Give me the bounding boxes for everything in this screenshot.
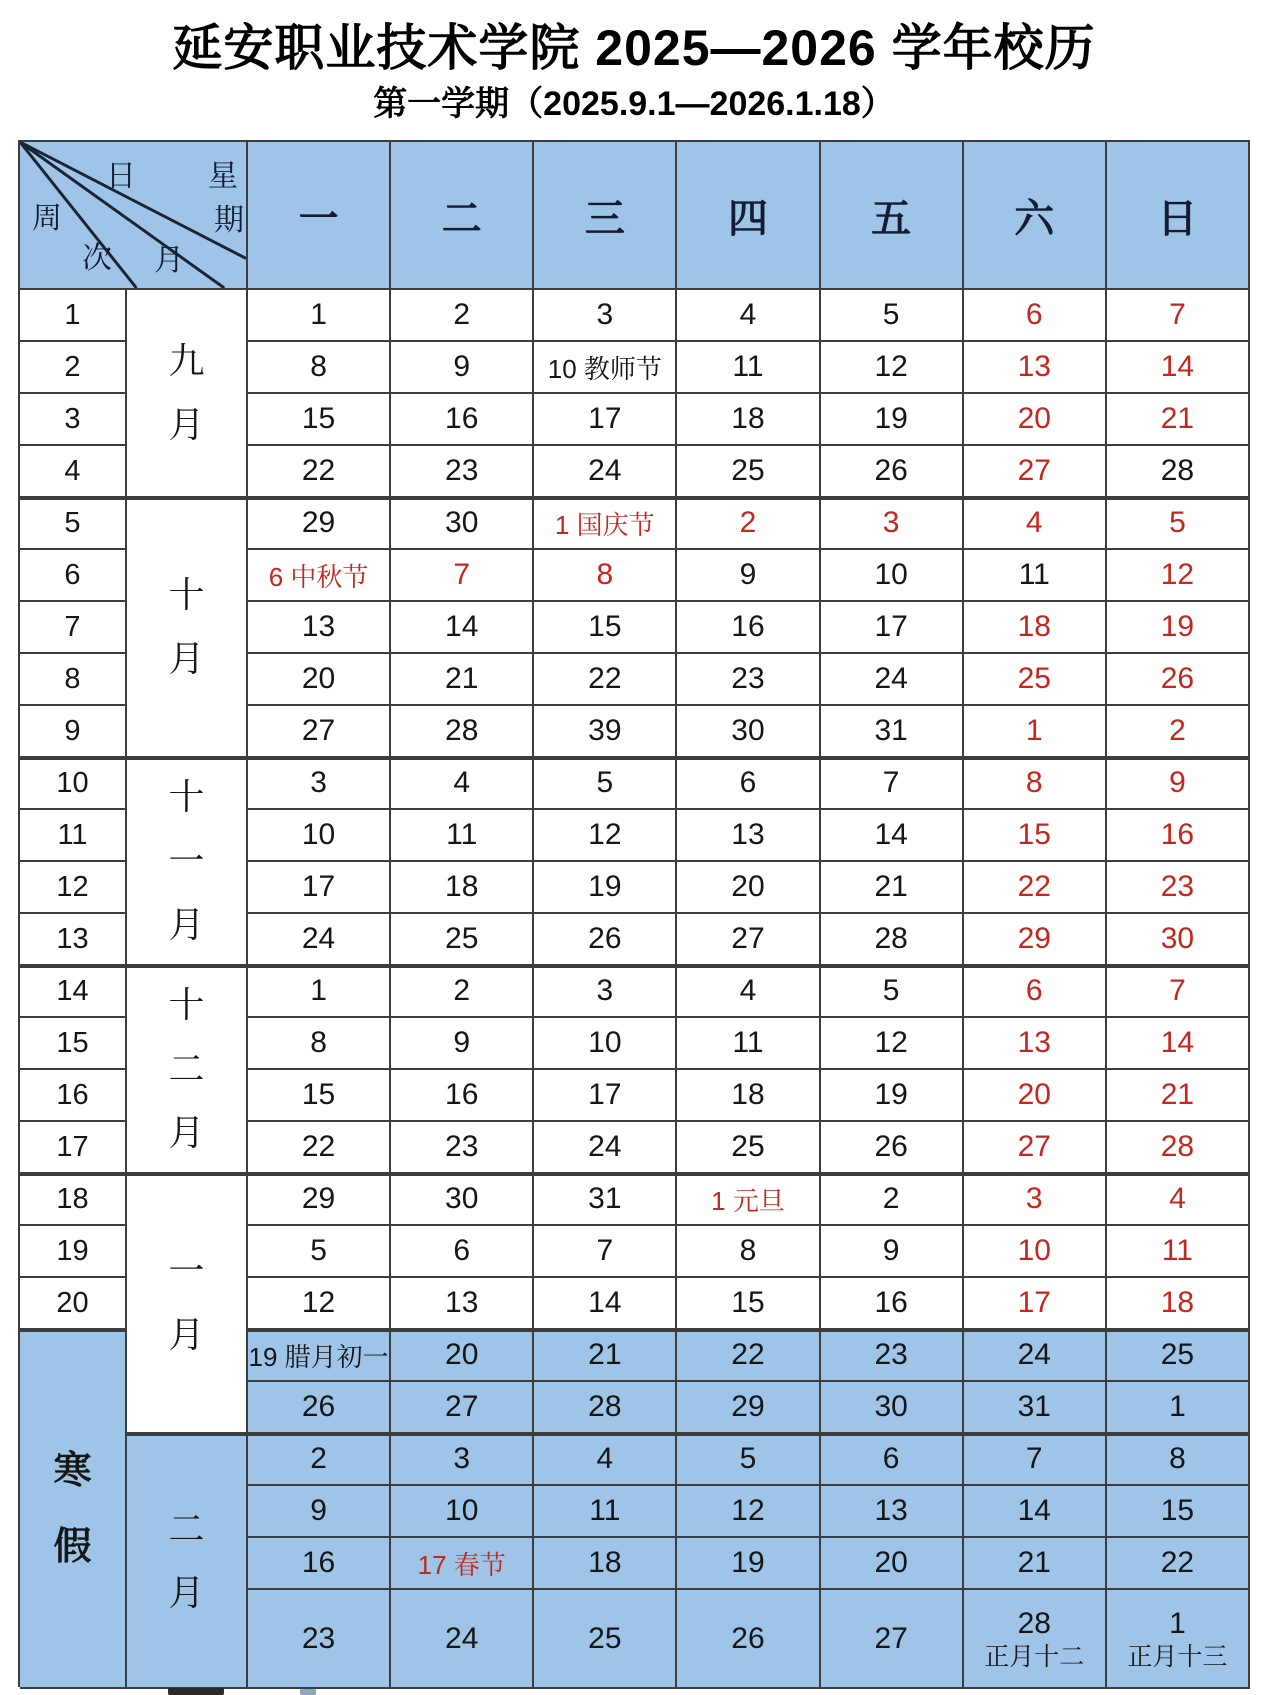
date-cell: 28 [821, 914, 964, 966]
date-cell: 8 [1107, 1434, 1250, 1486]
date-cell: 9 [821, 1226, 964, 1278]
date-cell: 6 [964, 290, 1107, 342]
date-cell: 24 [534, 446, 677, 498]
date-cell: 1 国庆节 [534, 498, 677, 550]
vacation-char: 假 [53, 1525, 92, 1568]
date-cell: 10 [391, 1486, 534, 1538]
date-cell: 12 [248, 1278, 391, 1330]
date-cell: 16 [391, 394, 534, 446]
week-number-cell: 18 [20, 1174, 127, 1226]
month-char: 月 [168, 1571, 205, 1613]
date-cell: 6 [677, 758, 820, 810]
date-cell: 22 [677, 1330, 820, 1382]
date-cell: 22 [964, 862, 1107, 914]
month-cell [127, 758, 248, 966]
date-cell: 18 [964, 602, 1107, 654]
date-cell: 29 [677, 1382, 820, 1434]
date-cell: 14 [534, 1278, 677, 1330]
weekday-header-1: 一 [248, 142, 391, 290]
month-char: 月 [168, 904, 205, 945]
month-char: 十 [168, 776, 205, 817]
date-cell: 29 [248, 498, 391, 550]
date-cell: 11 [964, 550, 1107, 602]
date-cell: 18 [391, 862, 534, 914]
date-cell: 31 [821, 706, 964, 758]
date-cell: 10 [248, 810, 391, 862]
date-cell: 17 春节 [391, 1538, 534, 1590]
date-cell: 16 [677, 602, 820, 654]
month-cell [127, 1174, 248, 1434]
corner-label-ci: 次 [82, 242, 112, 275]
date-cell: 10 [821, 550, 964, 602]
vacation-char: 寒 [53, 1449, 92, 1492]
page-title: 延安职业技术学院 2025—2026 学年校历 [172, 20, 1096, 76]
date-cell: 26 [821, 446, 964, 498]
date-cell: 39 [534, 706, 677, 758]
date-cell: 5 [248, 1226, 391, 1278]
month-cell [127, 1434, 248, 1689]
month-char: 月 [168, 1314, 205, 1355]
date-cell: 22 [248, 1122, 391, 1174]
week-number-cell: 7 [20, 602, 127, 654]
date-cell: 24 [964, 1330, 1107, 1382]
date-cell: 7 [964, 1434, 1107, 1486]
date-cell: 6 [964, 966, 1107, 1018]
date-cell: 28 [1107, 446, 1250, 498]
date-cell: 28 [1107, 1122, 1250, 1174]
date-cell: 6 [821, 1434, 964, 1486]
week-number-cell: 10 [20, 758, 127, 810]
date-cell: 24 [821, 654, 964, 706]
date-cell: 4 [391, 758, 534, 810]
date-cell: 7 [391, 550, 534, 602]
date-cell: 23 [248, 1590, 391, 1689]
date-cell: 19 [534, 862, 677, 914]
date-cell: 29 [964, 914, 1107, 966]
date-cell: 8 [248, 342, 391, 394]
date-cell: 18 [677, 394, 820, 446]
weekday-header-4: 四 [677, 142, 820, 290]
date-cell: 24 [534, 1122, 677, 1174]
date-cell: 20 [964, 394, 1107, 446]
date-cell: 27 [677, 914, 820, 966]
date-cell: 5 [534, 758, 677, 810]
date-cell: 25 [677, 1122, 820, 1174]
date-cell: 28 [391, 706, 534, 758]
date-cell: 5 [1107, 498, 1250, 550]
week-number-cell: 5 [20, 498, 127, 550]
winter-vacation-cell [20, 1330, 127, 1689]
month-char: 十 [168, 574, 205, 615]
date-cell: 3 [534, 966, 677, 1018]
corner-label-zhou: 周 [32, 202, 62, 235]
date-cell: 13 [391, 1278, 534, 1330]
date-cell: 13 [248, 602, 391, 654]
date-cell: 19 [1107, 602, 1250, 654]
week-number-cell: 14 [20, 966, 127, 1018]
date-cell: 27 [964, 446, 1107, 498]
date-cell: 18 [677, 1070, 820, 1122]
date-cell: 11 [391, 810, 534, 862]
date-cell: 1 [964, 706, 1107, 758]
date-cell: 22 [534, 654, 677, 706]
date-cell: 9 [248, 1486, 391, 1538]
date-cell: 9 [391, 1018, 534, 1070]
weekday-header-7: 日 [1107, 142, 1250, 290]
week-number-cell: 3 [20, 394, 127, 446]
date-cell: 15 [534, 602, 677, 654]
week-number-cell: 12 [20, 862, 127, 914]
date-cell: 2 [1107, 706, 1250, 758]
date-cell: 15 [964, 810, 1107, 862]
date-cell: 1 [1107, 1382, 1250, 1434]
date-cell: 17 [964, 1278, 1107, 1330]
month-cell [127, 290, 248, 498]
date-cell: 25 [964, 654, 1107, 706]
date-cell: 10 教师节 [534, 342, 677, 394]
date-cell: 2 [248, 1434, 391, 1486]
date-cell: 15 [248, 394, 391, 446]
date-cell: 12 [821, 1018, 964, 1070]
date-cell: 3 [821, 498, 964, 550]
date-cell: 26 [677, 1590, 820, 1689]
date-cell: 20 [248, 654, 391, 706]
date-cell: 25 [1107, 1330, 1250, 1382]
date-cell: 6 中秋节 [248, 550, 391, 602]
lunar-date-label: 正月十二 [984, 1642, 1085, 1671]
month-char: 九 [168, 340, 205, 381]
date-cell: 14 [821, 810, 964, 862]
date-cell: 2 [391, 290, 534, 342]
week-number-cell: 19 [20, 1226, 127, 1278]
date-cell: 10 [534, 1018, 677, 1070]
date-cell: 16 [1107, 810, 1250, 862]
date-cell: 3 [248, 758, 391, 810]
date-cell: 23 [391, 1122, 534, 1174]
date-cell: 26 [534, 914, 677, 966]
date-cell: 12 [677, 1486, 820, 1538]
corner-label-date: 日 [106, 160, 136, 193]
date-cell: 12 [1107, 550, 1250, 602]
week-number-cell: 6 [20, 550, 127, 602]
date-cell: 19 腊月初一 [248, 1330, 391, 1382]
date-cell: 24 [248, 914, 391, 966]
date-cell: 14 [964, 1486, 1107, 1538]
date-cell: 4 [677, 290, 820, 342]
date-cell: 10 [964, 1226, 1107, 1278]
date-cell: 19 [677, 1538, 820, 1590]
date-cell: 17 [248, 862, 391, 914]
month-char: 二 [168, 1507, 205, 1549]
date-cell: 12 [534, 810, 677, 862]
weekday-header-6: 六 [964, 142, 1107, 290]
date-cell: 5 [677, 1434, 820, 1486]
date-cell: 21 [534, 1330, 677, 1382]
corner-label-xing: 星 [208, 160, 238, 193]
date-cell: 15 [677, 1278, 820, 1330]
date-cell: 22 [248, 446, 391, 498]
date-cell: 16 [248, 1538, 391, 1590]
date-cell: 9 [677, 550, 820, 602]
week-number-cell: 4 [20, 446, 127, 498]
date-cell: 12 [821, 342, 964, 394]
date-cell: 7 [1107, 290, 1250, 342]
semester-subtitle: 第一学期（2025.9.1—2026.1.18） [373, 85, 895, 123]
corner-label-month: 月 [154, 244, 184, 277]
calendar-table [18, 140, 1250, 1687]
date-cell: 20 [391, 1330, 534, 1382]
date-cell: 27 [821, 1590, 964, 1689]
month-cell [127, 498, 248, 758]
week-number-cell: 1 [20, 290, 127, 342]
date-cell: 27 [248, 706, 391, 758]
date-cell: 13 [964, 1018, 1107, 1070]
date-cell: 23 [391, 446, 534, 498]
date-cell: 18 [534, 1538, 677, 1590]
week-number-cell: 15 [20, 1018, 127, 1070]
month-char: 十 [168, 984, 205, 1025]
date-cell: 17 [534, 1070, 677, 1122]
date-cell [964, 1590, 1107, 1689]
month-char: 一 [168, 840, 205, 881]
corner-header-cell [20, 142, 248, 290]
date-cell: 17 [534, 394, 677, 446]
month-char: 二 [168, 1048, 205, 1089]
date-cell: 17 [821, 602, 964, 654]
date-number: 1 [1169, 1606, 1186, 1640]
date-cell: 20 [964, 1070, 1107, 1122]
date-cell: 13 [677, 810, 820, 862]
date-cell: 6 [391, 1226, 534, 1278]
week-number-cell: 2 [20, 342, 127, 394]
date-cell: 13 [821, 1486, 964, 1538]
date-cell: 20 [821, 1538, 964, 1590]
date-cell: 14 [1107, 1018, 1250, 1070]
date-cell: 3 [391, 1434, 534, 1486]
date-cell: 21 [1107, 394, 1250, 446]
date-cell: 5 [821, 290, 964, 342]
month-char: 一 [168, 1250, 205, 1291]
date-cell: 29 [248, 1174, 391, 1226]
date-cell: 23 [677, 654, 820, 706]
date-cell: 2 [677, 498, 820, 550]
lunar-date-label: 正月十三 [1127, 1642, 1228, 1671]
date-cell: 9 [1107, 758, 1250, 810]
weekday-header-2: 二 [391, 142, 534, 290]
week-number-cell: 16 [20, 1070, 127, 1122]
date-cell: 15 [248, 1070, 391, 1122]
date-cell: 3 [964, 1174, 1107, 1226]
month-char: 月 [168, 404, 205, 445]
date-cell: 16 [391, 1070, 534, 1122]
date-cell: 15 [1107, 1486, 1250, 1538]
date-cell: 1 [248, 290, 391, 342]
date-with-lunar [984, 1606, 1084, 1672]
date-cell: 27 [964, 1122, 1107, 1174]
date-cell: 28 [534, 1382, 677, 1434]
date-cell: 8 [248, 1018, 391, 1070]
date-cell: 4 [964, 498, 1107, 550]
month-char: 月 [168, 638, 205, 679]
date-cell: 27 [391, 1382, 534, 1434]
date-cell: 14 [391, 602, 534, 654]
date-cell: 30 [677, 706, 820, 758]
week-number-cell: 8 [20, 654, 127, 706]
date-cell: 26 [1107, 654, 1250, 706]
date-cell: 7 [821, 758, 964, 810]
date-cell: 8 [677, 1226, 820, 1278]
date-cell: 21 [821, 862, 964, 914]
date-cell: 4 [677, 966, 820, 1018]
week-number-cell: 9 [20, 706, 127, 758]
date-cell: 11 [677, 342, 820, 394]
date-cell: 11 [534, 1486, 677, 1538]
date-number: 28 [1017, 1606, 1051, 1640]
date-cell: 23 [821, 1330, 964, 1382]
date-cell: 22 [1107, 1538, 1250, 1590]
date-cell: 7 [1107, 966, 1250, 1018]
week-number-cell: 20 [20, 1278, 127, 1330]
week-number-cell: 17 [20, 1122, 127, 1174]
date-cell: 13 [964, 342, 1107, 394]
date-cell: 30 [821, 1382, 964, 1434]
date-cell: 25 [677, 446, 820, 498]
date-cell: 2 [821, 1174, 964, 1226]
date-cell: 7 [534, 1226, 677, 1278]
date-cell: 21 [1107, 1070, 1250, 1122]
date-cell: 8 [534, 550, 677, 602]
date-cell [1107, 1590, 1250, 1689]
weekday-header-3: 三 [534, 142, 677, 290]
date-cell: 4 [1107, 1174, 1250, 1226]
date-cell: 25 [534, 1590, 677, 1689]
date-cell: 31 [964, 1382, 1107, 1434]
date-cell: 26 [248, 1382, 391, 1434]
date-cell: 26 [821, 1122, 964, 1174]
cut-off-text-fragment [168, 1688, 224, 1695]
date-cell: 30 [1107, 914, 1250, 966]
date-cell: 21 [964, 1538, 1107, 1590]
date-cell: 21 [391, 654, 534, 706]
date-cell: 4 [534, 1434, 677, 1486]
date-with-lunar [1127, 1606, 1227, 1672]
weekday-header-5: 五 [821, 142, 964, 290]
date-cell: 31 [534, 1174, 677, 1226]
week-number-cell: 13 [20, 914, 127, 966]
date-cell: 9 [391, 342, 534, 394]
cut-off-text-fragment [300, 1689, 316, 1695]
date-cell: 5 [821, 966, 964, 1018]
date-cell: 1 [248, 966, 391, 1018]
date-cell: 30 [391, 498, 534, 550]
date-cell: 25 [391, 914, 534, 966]
date-cell: 30 [391, 1174, 534, 1226]
date-cell: 11 [1107, 1226, 1250, 1278]
month-cell [127, 966, 248, 1174]
week-number-cell: 11 [20, 810, 127, 862]
date-cell: 20 [677, 862, 820, 914]
date-cell: 1 元旦 [677, 1174, 820, 1226]
date-cell: 18 [1107, 1278, 1250, 1330]
date-cell: 19 [821, 1070, 964, 1122]
date-cell: 3 [534, 290, 677, 342]
date-cell: 24 [391, 1590, 534, 1689]
month-char: 月 [168, 1112, 205, 1153]
corner-label-qi: 期 [214, 204, 244, 237]
date-cell: 14 [1107, 342, 1250, 394]
date-cell: 2 [391, 966, 534, 1018]
date-cell: 16 [821, 1278, 964, 1330]
date-cell: 11 [677, 1018, 820, 1070]
date-cell: 23 [1107, 862, 1250, 914]
date-cell: 19 [821, 394, 964, 446]
date-cell: 8 [964, 758, 1107, 810]
